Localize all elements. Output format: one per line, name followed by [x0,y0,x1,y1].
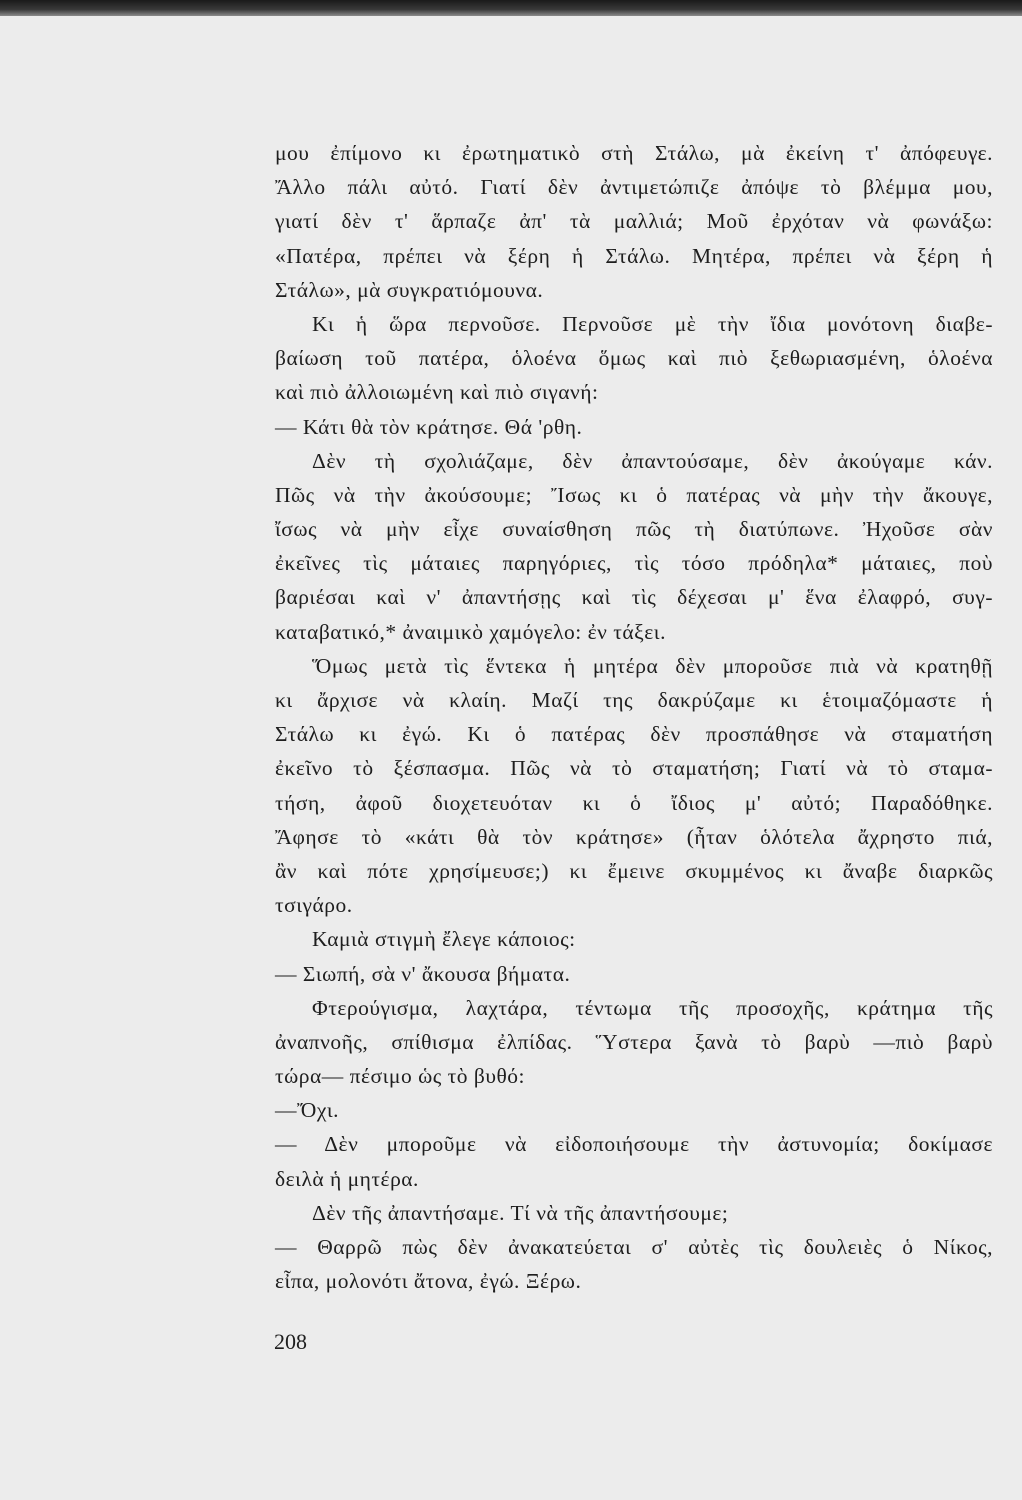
text-line: βαίωση τοῦ πατέρα, ὁλοένα ὅμως καὶ πιὸ ξεθωριασμένη, ὁλοένα [275,346,993,371]
text-line: δειλὰ ἡ μητέρα. [275,1166,419,1191]
text-line: — Θαρρῶ πὼς δὲν ἀνακατεύεται σ' αὐτὲς τὶς δουλειὲς ὁ Νίκος, [275,1235,993,1259]
text-line: ἂν καὶ πότε χρησίμευσε;) κι ἔμεινε σκυμμένος κι ἄναβε διαρκῶς [275,858,993,883]
text-line: — Σιωπή, σὰ ν' ἄκουσα βήματα. [275,961,571,986]
text-line: Φτερούγισμα, λαχτάρα, τέντωμα τῆς προσοχῆς, κράτημα τῆς [312,995,993,1020]
text-line: —Ὄχι. [275,1098,340,1123]
text-line: μου ἐπίμονο κι ἐρωτηματικὸ στὴ Στάλω, μὰ ἐκείνη τ' ἀπόφευγε. [275,141,993,165]
text-line: — Κάτι θὰ τὸν κράτησε. Θά 'ρθη. [275,414,583,439]
text-line: κι ἄρχισε νὰ κλαίη. Μαζί της δακρύζαμε κι ἑτοιμαζόμαστε ἡ [275,688,993,712]
text-line: «Πατέρα, πρέπει νὰ ξέρη ἡ Στάλω. Μητέρα, πρέπει νὰ ξέρη ἡ [275,243,993,268]
scan-top-edge [0,0,1022,16]
text-line: Στάλω», μὰ συγκρατιόμουνα. [275,277,544,302]
text-line: — Δὲν μποροῦμε νὰ εἰδοποιήσουμε τὴν ἀστυνομία; δοκίμασε [275,1132,993,1157]
text-line: τήση, ἀφοῦ διοχετευόταν κι ὁ ἴδιος μ' αὐτό; Παραδόθηκε. [275,790,993,815]
body-text [275,136,993,1298]
text-line: ἐκεῖνο τὸ ξέσπασμα. Πῶς νὰ τὸ σταματήση; Γιατί νὰ τὸ σταμα- [275,756,993,781]
text-line: ἴσως νὰ μὴν εἶχε συναίσθηση πῶς τὴ διατύπωνε. Ἠχοῦσε σὰν [275,517,993,542]
text-line: Ἄφησε τὸ «κάτι θὰ τὸν κράτησε» (ἦταν ὁλότελα ἄχρηστο πιά, [275,824,993,849]
text-line: Ὅμως μετὰ τὶς ἕντεκα ἡ μητέρα δὲν μποροῦσε πιὰ νὰ κρατηθῇ [312,653,993,678]
text-line: τσιγάρο. [275,893,353,918]
text-line: εἶπα, μολονότι ἄτονα, ἐγώ. Ξέρω. [275,1269,582,1294]
text-line: Καμιὰ στιγμὴ ἔλεγε κάποιος: [312,927,576,952]
text-line: Πῶς νὰ τὴν ἀκούσουμε; Ἴσως κι ὁ πατέρας νὰ μὴν τὴν ἄκουγε, [275,482,993,507]
text-line: Στάλω κι ἐγώ. Κι ὁ πατέρας δὲν προσπάθησε νὰ σταματήση [275,722,993,747]
text-line: τώρα— πέσιμο ὡς τὸ βυθό: [275,1064,525,1089]
text-line: Δὲν τῆς ἀπαντήσαμε. Τί νὰ τῆς ἀπαντήσουμε; [312,1200,729,1225]
text-line: καταβατικό,* ἀναιμικὸ χαμόγελο: ἐν τάξει. [275,619,666,644]
page-number: 208 [274,1329,307,1354]
text-line: Ἄλλο πάλι αὐτό. Γιατί δὲν ἀντιμετώπιζε ἀπόψε τὸ βλέμμα μου, [275,175,993,200]
text-line: ἐκεῖνες τὶς μάταιες παρηγόριες, τὶς τόσο πρόδηλα* μάταιες, ποὺ [275,551,993,576]
text-line: καὶ πιὸ ἀλλοιωμένη καὶ πιὸ σιγανή: [275,380,599,405]
text-line: Δὲν τὴ σχολιάζαμε, δὲν ἀπαντούσαμε, δὲν ἀκούγαμε κάν. [312,448,993,473]
text-line: βαριέσαι καὶ ν' ἀπαντήσῃς καὶ τὶς δέχεσαι μ' ἕνα ἐλαφρό, συγ- [275,585,993,610]
text-line: γιατί δὲν τ' ἅρπαζε ἀπ' τὰ μαλλιά; Μοῦ ἐρχόταν νὰ φωνάξω: [275,209,993,234]
text-line: ἀναπνοῆς, σπίθισμα ἐλπίδας. Ὕστερα ξανὰ τὸ βαρὺ —πιὸ βαρὺ [275,1029,993,1054]
text-line: Κι ἡ ὥρα περνοῦσε. Περνοῦσε μὲ τὴν ἴδια μονότονη διαβε- [312,311,993,336]
